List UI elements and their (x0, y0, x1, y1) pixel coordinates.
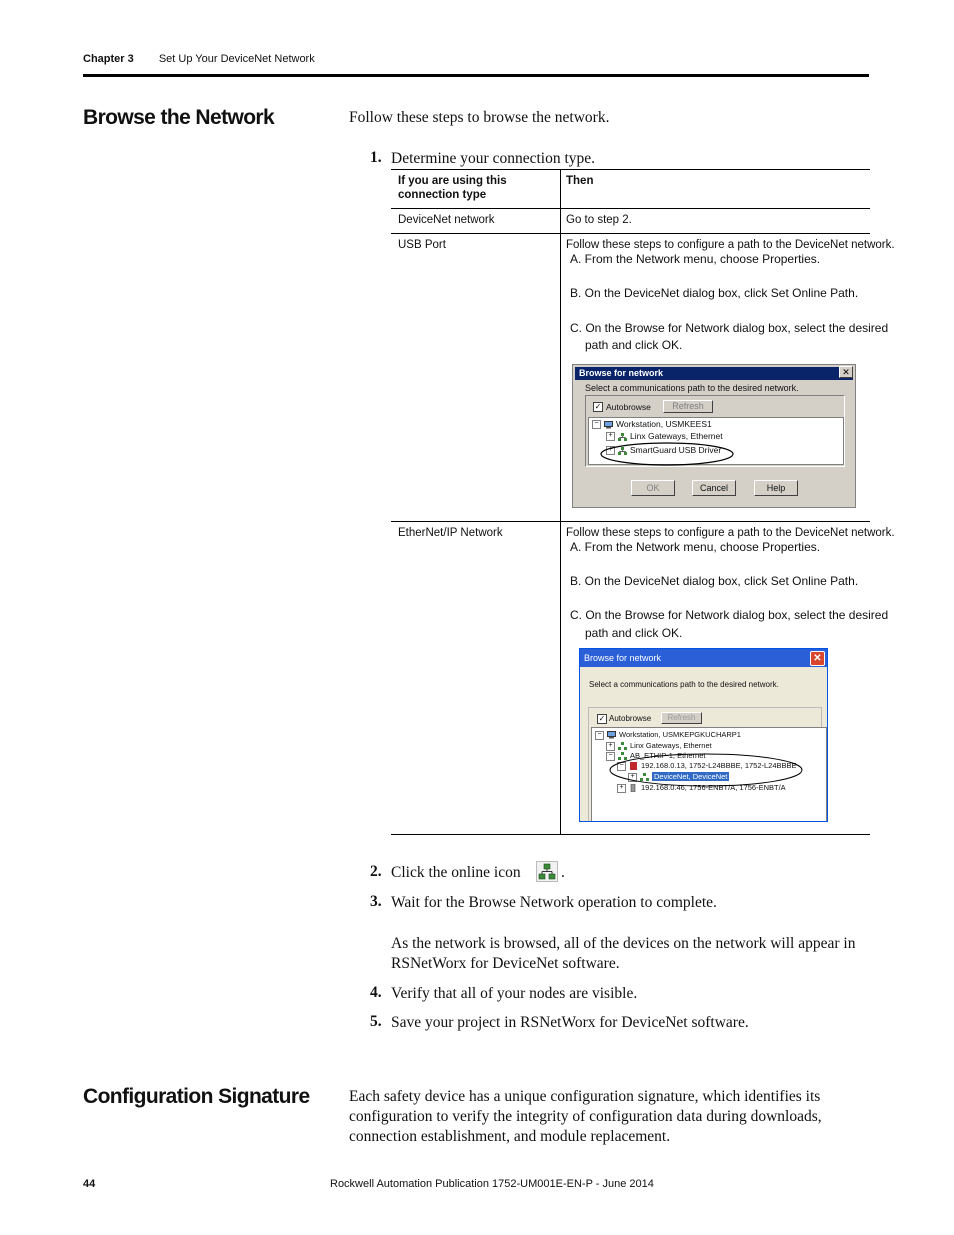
tree-node-label: Workstation, USMKEES1 (616, 419, 712, 429)
dialog-title: Browse for network (575, 367, 853, 380)
table-cell: EtherNet/IP Network (398, 527, 503, 539)
table-bottom-rule (391, 834, 870, 835)
close-icon[interactable]: ✕ (839, 366, 853, 378)
browse-heading: Browse the Network (83, 106, 275, 129)
config-text-line2: configuration to verify the integrity of configuration data during downloads, (349, 1108, 822, 1125)
table-header-then: Then (566, 175, 594, 187)
cancel-button[interactable]: Cancel (692, 480, 736, 496)
tree-node-label-selected: DeviceNet, DeviceNet (654, 772, 728, 781)
table-cell: Follow these steps to configure a path to the DeviceNet network. (566, 527, 895, 539)
chapter-label: Chapter 3 (83, 53, 134, 65)
collapse-icon[interactable]: − (595, 731, 604, 740)
expand-icon[interactable]: + (628, 773, 637, 782)
collapse-icon[interactable]: − (617, 762, 626, 771)
autobrowse-label: Autobrowse (606, 402, 651, 412)
step3-number: 3. (370, 893, 382, 910)
config-heading: Configuration Signature (83, 1085, 310, 1108)
config-text-line1: Each safety device has a unique configuration signature, which identifies its (349, 1088, 821, 1105)
expand-icon[interactable]: + (617, 784, 626, 793)
refresh-button[interactable]: Refresh (663, 400, 713, 413)
tree-node-label: Linx Gateways, Ethernet (630, 741, 712, 750)
tree-node-label: AB_ETHIP-1, Ethernet (630, 751, 706, 760)
highlight-ellipse (599, 441, 735, 467)
table-column-rule (560, 169, 561, 835)
chapter-title: Set Up Your DeviceNet Network (158, 53, 315, 65)
table-cell: DeviceNet network (398, 214, 495, 226)
step4-number: 4. (370, 984, 382, 1001)
expand-icon[interactable]: + (606, 432, 615, 441)
browse-network-dialog-ethernet (579, 648, 828, 822)
running-header (83, 53, 315, 65)
tree-node-workstation[interactable] (595, 729, 741, 740)
dialog-message: Select a communications path to the desired network. (585, 383, 799, 393)
header-rule (83, 74, 869, 77)
table-cell: USB Port (398, 239, 446, 251)
step4-text: Verify that all of your nodes are visible. (391, 985, 638, 1002)
online-icon (536, 861, 558, 882)
tree-node-label: SmartGuard USB Driver (630, 445, 722, 455)
substep-a: A. From the Network menu, choose Properties. (570, 252, 821, 266)
autobrowse-checkbox[interactable]: ✓ (594, 402, 602, 411)
browse-network-dialog-usb (572, 364, 856, 508)
ok-button[interactable]: OK (631, 480, 675, 496)
substep-b: B. On the DeviceNet dialog box, click Set Online Path. (570, 574, 859, 588)
network-icon (618, 433, 627, 441)
autobrowse-label: Autobrowse (609, 714, 652, 723)
step2-text: Click the online icon (391, 864, 521, 881)
step3-text: Wait for the Browse Network operation to complete. (391, 894, 717, 911)
step3-note-line2: RSNetWorx for DeviceNet software. (391, 955, 620, 972)
substep-c-cont: path and click OK. (585, 626, 683, 640)
substep-c-cont: path and click OK. (585, 338, 683, 352)
config-text-line3: connection establishment, and module replacement. (349, 1128, 671, 1145)
step3-note-line1: As the network is browsed, all of the devices on the network will appear in (391, 935, 856, 952)
table-row-rule (391, 521, 870, 522)
browse-intro: Follow these steps to browse the network. (349, 109, 610, 126)
help-button[interactable]: Help (754, 480, 798, 496)
expand-icon[interactable]: + (606, 742, 615, 751)
table-cell: Follow these steps to configure a path to the DeviceNet network. (566, 239, 895, 251)
expand-icon[interactable]: + (606, 446, 615, 455)
step2-period: . (561, 864, 565, 881)
collapse-icon[interactable]: − (606, 752, 615, 761)
substep-b: B. On the DeviceNet dialog box, click Set Online Path. (570, 286, 859, 300)
computer-icon (604, 421, 613, 429)
network-icon (618, 742, 627, 750)
tree-node-label: 192.168.0.46, 1756-ENBT/A, 1756-ENBT/A (641, 783, 786, 792)
substep-c: C. On the Browse for Network dialog box, select the desired (570, 608, 889, 622)
tree-node-label: Workstation, USMKEPGKUCHARP1 (619, 730, 741, 739)
dialog-message: Select a communications path to the desired network. (589, 680, 779, 689)
step1-number: 1. (370, 149, 382, 166)
table-header-type: If you are using this connection type (398, 175, 507, 201)
step5-number: 5. (370, 1013, 382, 1030)
computer-icon (607, 731, 616, 739)
substep-c: C. On the Browse for Network dialog box, select the desired (570, 321, 889, 335)
step1-text: Determine your connection type. (391, 150, 596, 167)
table-top-rule (391, 169, 870, 170)
network-icon (537, 862, 557, 881)
refresh-button[interactable]: Refresh (661, 712, 702, 724)
dialog-title: Browse for network (580, 649, 827, 667)
highlight-ellipse (608, 752, 804, 788)
autobrowse-checkbox[interactable]: ✓ (598, 714, 606, 723)
step5-text: Save your project in RSNetWorx for DeviceNet software. (391, 1014, 749, 1031)
table-cell: Go to step 2. (566, 214, 632, 226)
table-header-rule (391, 208, 870, 209)
close-icon[interactable]: ✕ (810, 651, 825, 666)
page-number: 44 (83, 1178, 96, 1190)
step2-number: 2. (370, 863, 382, 880)
tree-node-label: Linx Gateways, Ethernet (630, 431, 723, 441)
tree-node-workstation[interactable] (592, 419, 712, 430)
substep-a: A. From the Network menu, choose Properties. (570, 540, 821, 554)
collapse-icon[interactable]: − (592, 420, 601, 429)
publication-info: Rockwell Automation Publication 1752-UM001E-EN-P - June 2014 (330, 1178, 654, 1190)
table-row-rule (391, 233, 870, 234)
tree-node-label: 192.168.0.13, 1752-L24BBBE, 1752-L24BBBE (641, 761, 797, 770)
